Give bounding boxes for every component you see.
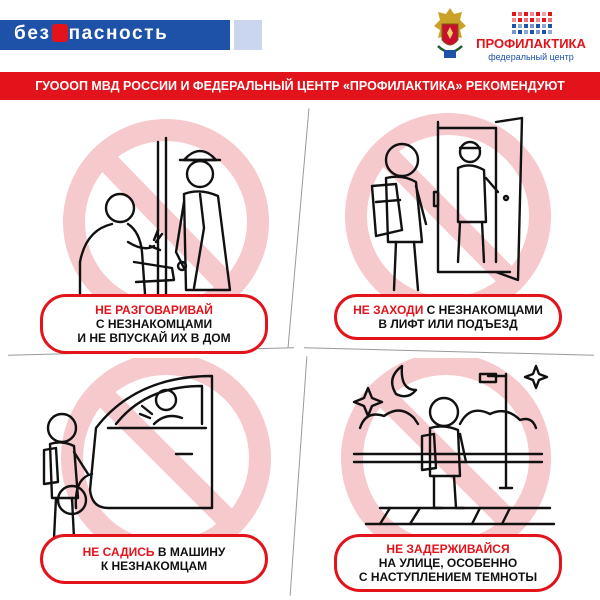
panel-elevator — [310, 112, 586, 344]
panel-night-street — [310, 358, 586, 590]
rule-pill-car — [40, 534, 268, 584]
rule-highlight: НЕ САДИСЬ — [82, 545, 155, 559]
rule-text-line2: НА УЛИЦЕ, ОСОБЕННО — [378, 556, 518, 570]
divider-vertical-bottom — [290, 356, 308, 595]
logo-text-left: без — [14, 23, 51, 44]
rule-text-line2: В ЛИФТ ИЛИ ПОДЪЕЗД — [378, 317, 518, 331]
rule-highlight: НЕ ЗАХОДИ — [353, 303, 424, 317]
profilaktika-grid-icon — [512, 12, 552, 36]
panel-door — [16, 112, 292, 344]
rule-text-line3: С НАСТУПЛЕНИЕМ ТЕМНОТЫ — [358, 570, 538, 584]
rule-text-line1: В МАШИНУ — [157, 545, 226, 559]
rule-text-line1: С НЕЗНАКОМЦАМИ — [426, 303, 543, 317]
rule-pill-door — [40, 294, 268, 354]
rule-pill-night-street — [334, 534, 562, 592]
partner-name: ПРОФИЛАКТИКА — [476, 36, 586, 51]
divider-horizontal-right — [304, 347, 594, 356]
rule-text-line2: К НЕЗНАКОМЦАМ — [100, 559, 208, 573]
partner-subtitle: федеральный центр — [488, 52, 574, 62]
recommendation-banner: ГУОООП МВД РОССИИ И ФЕДЕРАЛЬНЫЙ ЦЕНТР «ПРОФИЛАКТИКА» РЕКОМЕНДУЮТ — [0, 72, 600, 100]
rule-text-line2: И НЕ ВПУСКАЙ ИХ В ДОМ — [77, 331, 231, 345]
logo-text-right: пасность — [68, 23, 169, 44]
rule-pill-elevator — [334, 294, 562, 340]
rule-text-line1: С НЕЗНАКОМЦАМИ — [95, 317, 213, 331]
logo-o-icon — [52, 24, 68, 42]
panel-car — [16, 358, 292, 590]
rule-highlight: НЕ РАЗГОВАРИВАЙ — [95, 303, 213, 317]
rule-highlight: НЕ ЗАДЕРЖИВАЙСЯ — [386, 542, 510, 556]
bezopasnost-logo — [0, 20, 262, 50]
mvd-emblem-icon — [432, 6, 468, 64]
